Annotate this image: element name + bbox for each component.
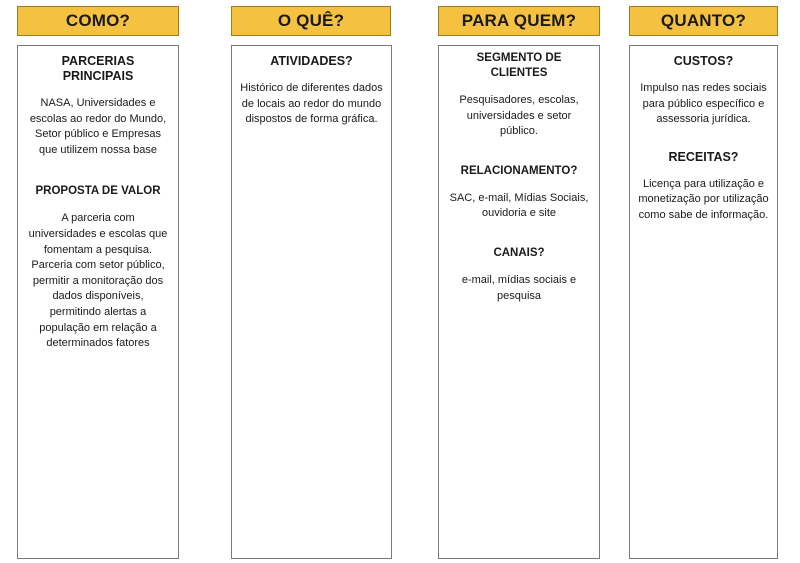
section-body: NASA, Universidades e escolas ao redor do Mundo, Setor público e Empresas que utilizem nossa base bbox=[29, 97, 167, 156]
section-receitas bbox=[638, 150, 769, 224]
section-canais bbox=[447, 246, 591, 304]
card-para-quem bbox=[438, 45, 600, 559]
section-title: ATIVIDADES? bbox=[270, 54, 353, 68]
header-para-quem: PARA QUEM? bbox=[438, 6, 600, 36]
section-proposta-de-valor bbox=[26, 184, 170, 351]
section-body: SAC, e-mail, Mídias Sociais, ouvidoria e site bbox=[449, 191, 589, 220]
card-quanto bbox=[629, 45, 778, 559]
card-como bbox=[17, 45, 179, 559]
section-segmento-de-clientes bbox=[447, 51, 591, 140]
section-parcerias-principais bbox=[26, 54, 170, 158]
header-quanto: QUANTO? bbox=[629, 6, 778, 36]
header-o-que: O QUÊ? bbox=[231, 6, 391, 36]
section-title: CUSTOS? bbox=[673, 54, 734, 68]
card-o-que bbox=[231, 45, 392, 559]
section-body: Impulso nas redes sociais para público específico e assessoria jurídica. bbox=[640, 82, 767, 126]
section-body: A parceria com universidades e escolas que fomentam a pesquisa. Parceria com setor público, permitir a monitoração dos dados disponíveis, permitindo alertas a população em relação a determinados fatores bbox=[28, 212, 168, 350]
section-custos bbox=[638, 54, 769, 128]
section-title: PROPOSTA DE VALOR bbox=[35, 185, 161, 198]
section-body: Licença para utilização e monetização por utilização como sabe de informação. bbox=[638, 177, 769, 221]
section-title: SEGMENTO DE CLIENTES bbox=[476, 52, 562, 79]
section-title: RECEITAS? bbox=[668, 149, 739, 164]
section-body: e-mail, mídias sociais e pesquisa bbox=[461, 273, 577, 302]
section-title: CANAIS? bbox=[493, 246, 545, 259]
section-atividades bbox=[240, 54, 383, 128]
section-body: Histórico de diferentes dados de locais ao redor do mundo dispostos de forma gráfica. bbox=[240, 82, 383, 126]
section-title: PARCERIAS PRINCIPAIS bbox=[61, 54, 135, 83]
header-como: COMO? bbox=[17, 6, 179, 36]
section-relacionamento bbox=[447, 164, 591, 222]
section-body: Pesquisadores, escolas, universidades e setor público. bbox=[459, 94, 579, 138]
section-title: RELACIONAMENTO? bbox=[460, 164, 578, 177]
